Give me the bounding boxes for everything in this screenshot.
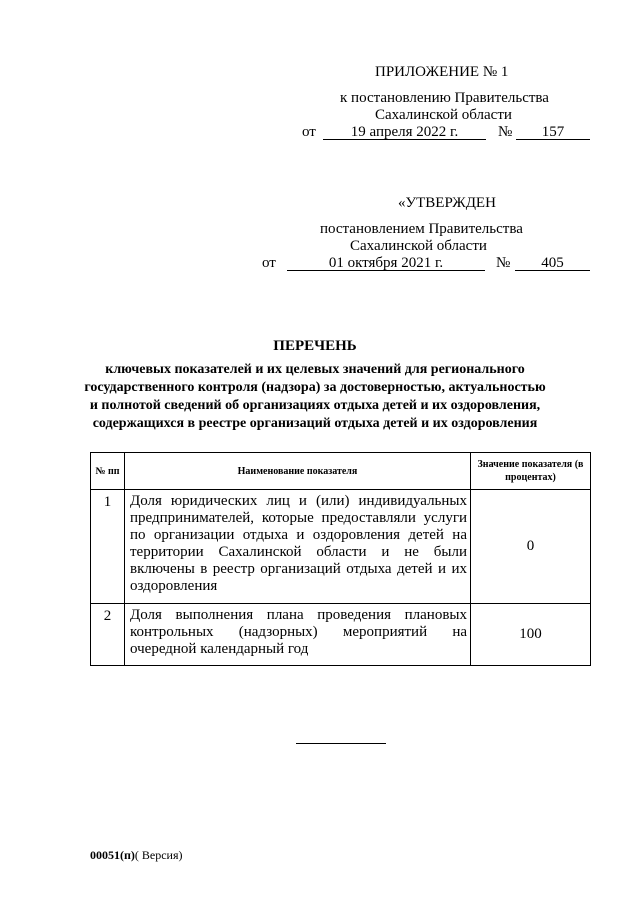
approved-line-2: Сахалинской области: [350, 238, 487, 254]
indicators-table: [90, 452, 591, 666]
subtitle-line-1: ключевых показателей и их целевых значений для регионального: [105, 362, 525, 377]
appendix-line-2: Сахалинской области: [375, 107, 512, 123]
table-header-row: [91, 453, 591, 490]
appendix-number: 157: [541, 124, 565, 140]
appendix-date: 19 апреля 2022 г.: [350, 124, 459, 140]
footer: [90, 848, 183, 863]
appendix-number-label: №: [498, 124, 513, 140]
row-value: 0: [471, 490, 591, 604]
appendix-from-label: от: [302, 124, 316, 140]
document-title: ПЕРЕЧЕНЬ: [273, 338, 357, 354]
row-name: Доля выполнения плана проведения плановых контрольных (надзорных) мероприятий на очередной календарный год: [125, 604, 471, 666]
row-num: 1: [91, 490, 125, 604]
approved-date: 01 октября 2021 г.: [328, 255, 444, 271]
approved-number: 405: [541, 255, 564, 271]
header-value: Значение показателя (в процентах): [471, 453, 591, 490]
header-name: Наименование показателя: [125, 453, 471, 490]
approved-title: «УТВЕРЖДЕН: [398, 195, 496, 211]
appendix-line-1: к постановлению Правительства: [340, 90, 549, 106]
subtitle-line-2: государственного контроля (надзора) за достоверностью, актуальностью: [84, 380, 546, 395]
appendix-title: ПРИЛОЖЕНИЕ № 1: [375, 64, 509, 80]
approved-line-1: постановлением Правительства: [320, 221, 523, 237]
row-value: 100: [471, 604, 591, 666]
footer-code: 00051(п): [90, 848, 135, 862]
table-row: [91, 490, 591, 604]
footer-version: ( Версия): [134, 848, 183, 862]
row-name: Доля юридических лиц и (или) индивидуальных предпринимателей, которые предоставляли услуги по организации отдыха и оздоровления детей на территории Сахалинской области и не были включены в реестр организаций отдыха детей и их оздоровления: [125, 490, 471, 604]
approved-number-label: №: [496, 255, 511, 271]
table-row: [91, 604, 591, 666]
header-num: № пп: [91, 453, 125, 490]
subtitle-line-4: содержащихся в реестре организаций отдыха детей и их оздоровления: [92, 416, 538, 431]
approved-from-label: от: [262, 255, 276, 271]
end-separator-line: [296, 743, 386, 744]
row-num: 2: [91, 604, 125, 666]
subtitle-line-3: и полнотой сведений об организациях отдыха детей и их оздоровления,: [89, 398, 541, 413]
